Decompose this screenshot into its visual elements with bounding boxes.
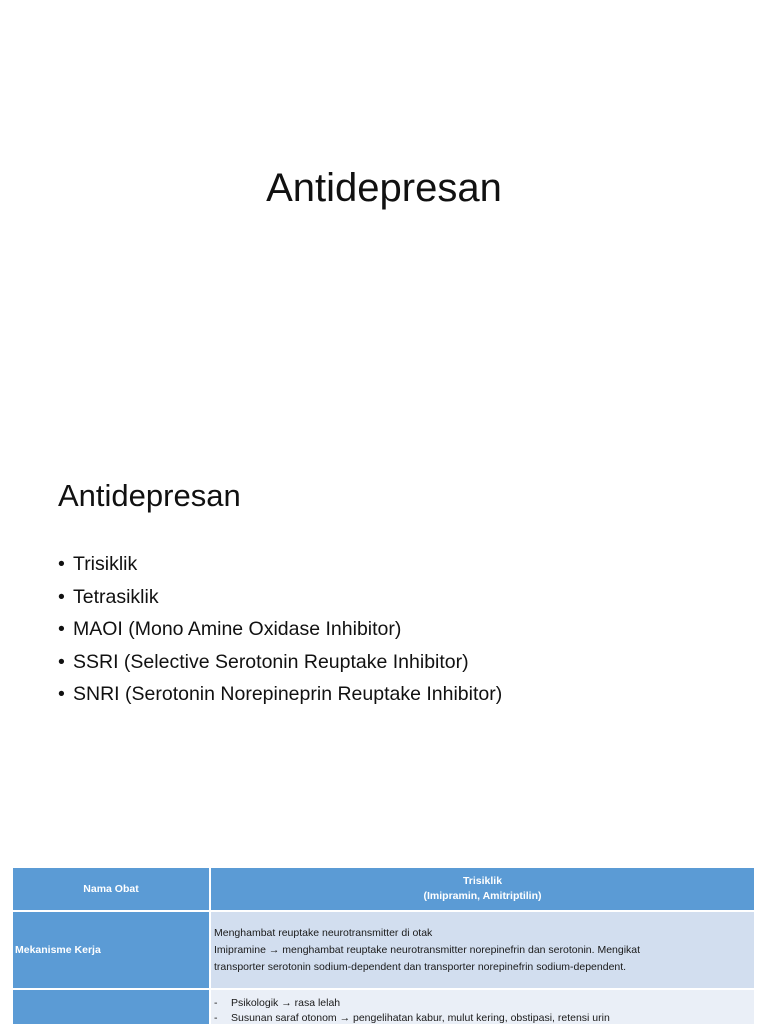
slide-heading: Antidepresan: [58, 478, 241, 513]
row-label-effects: [12, 989, 210, 1024]
mechanism-line: transporter serotonin sodium-dependent dan transporter norepinefrin sodium-dependent.: [214, 960, 627, 973]
title-slide: [0, 0, 768, 432]
effect-text: Susunan saraf otonom → pengelihatan kabur, mulut kering, obstipasi, retensi urin: [231, 1012, 610, 1024]
dash-marker: -: [214, 1012, 218, 1024]
list-item: [58, 678, 502, 711]
table-row: [12, 911, 755, 989]
list-item: [58, 613, 502, 646]
list-item: [58, 581, 502, 614]
bullet-icon: •: [58, 618, 65, 640]
bullet-icon: •: [58, 683, 65, 705]
bullet-icon: •: [58, 650, 65, 673]
table-row: [12, 989, 755, 1024]
header-class-examples: (Imipramin, Amitriptilin): [423, 890, 542, 902]
list-item-text: SNRI (Serotonin Norepineprin Reuptake Inhibitor): [73, 683, 503, 705]
list-item: [58, 646, 502, 679]
effect-text: Psikologik → rasa lelah: [231, 997, 341, 1009]
list-item-text: SSRI (Selective Serotonin Reuptake Inhibitor): [73, 650, 469, 673]
drug-table: [11, 866, 756, 1024]
list-item: [214, 996, 751, 1011]
header-class-name: Trisiklik: [462, 875, 503, 887]
effects-cell: [210, 989, 755, 1024]
list-item-text: MAOI (Mono Amine Oxidase Inhibitor): [73, 618, 402, 640]
column-header-drug-name: Nama Obat: [12, 867, 210, 911]
bullet-icon: •: [58, 585, 65, 608]
column-header-class: [210, 867, 755, 911]
list-item: [58, 548, 502, 581]
table-header-row: [12, 867, 755, 911]
list-item-text: Tetrasiklik: [73, 585, 159, 608]
bullet-list: [58, 548, 502, 711]
bullet-icon: •: [58, 553, 65, 575]
table-slide: [0, 864, 768, 1024]
list-item: [214, 1011, 751, 1024]
mechanism-line: Imipramine → menghambat reuptake neurotransmitter norepinefrin dan serotonin. Mengikat: [214, 943, 641, 956]
row-label-mechanism: Mekanisme Kerja: [12, 911, 210, 989]
list-item-text: Trisiklik: [73, 553, 138, 575]
dash-marker: -: [214, 997, 218, 1009]
slide-title: Antidepresan: [266, 166, 502, 210]
mechanism-line: Menghambat reuptake neurotransmitter di otak: [214, 926, 433, 939]
mechanism-cell: [210, 911, 755, 989]
list-slide: [0, 432, 768, 864]
effects-list: [214, 996, 751, 1024]
